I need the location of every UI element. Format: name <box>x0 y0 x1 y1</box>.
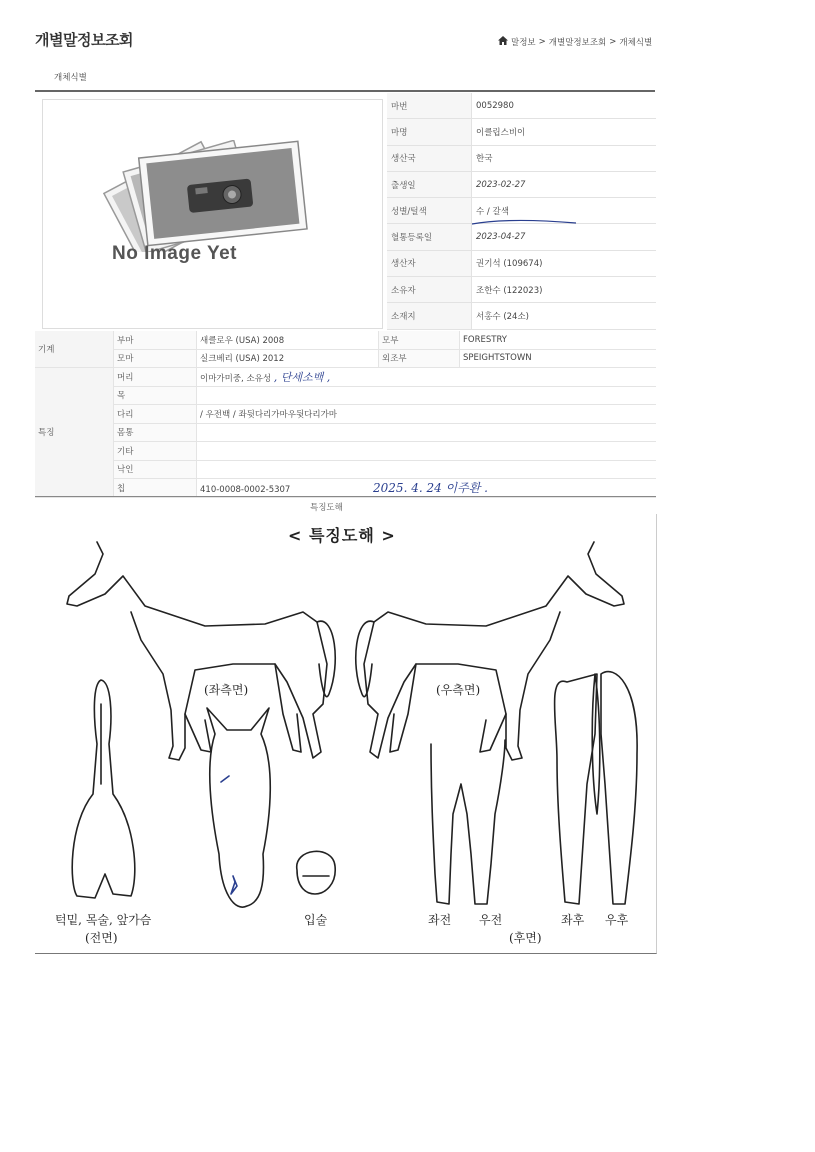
table-row <box>387 93 656 119</box>
field-value: SPEIGHTSTOWN <box>460 349 657 368</box>
field-value <box>197 442 657 461</box>
field-label: 다리 <box>114 405 197 424</box>
table-row <box>35 405 656 424</box>
field-label: 낙인 <box>114 460 197 479</box>
field-label: 생산국 <box>387 145 472 171</box>
field-label: 마명 <box>387 119 472 145</box>
field-label: 칩 <box>114 479 197 498</box>
handwritten-note: , 단세소백 , <box>273 370 331 384</box>
field-value: 수 / 갈색 <box>472 198 657 224</box>
field-value: / 우전백 / 좌뒷다리가마우뒷다리가마 <box>197 405 657 424</box>
table-row <box>35 331 656 349</box>
lips-outline <box>297 851 336 894</box>
table-row <box>387 250 656 276</box>
field-value: 새클로우 (USA) 2008 <box>197 331 379 349</box>
table-row <box>35 479 656 498</box>
breadcrumb-item-horse-info[interactable]: 말정보 <box>511 38 536 48</box>
diagram-label-left-side: (좌측면) <box>204 683 249 697</box>
table-row <box>35 349 656 368</box>
field-value: 실크베리 (USA) 2012 <box>197 349 379 368</box>
field-value: 권기석 (109674) <box>472 250 657 276</box>
tab-identification[interactable]: 개체식별 <box>54 73 87 83</box>
breadcrumb-item-horse-lookup[interactable]: 개별말정보조회 <box>548 38 607 48</box>
horse-diagram <box>35 514 656 953</box>
group-label: 기계 <box>35 331 114 368</box>
right-side-horse-outline <box>356 542 624 760</box>
field-value <box>197 386 657 405</box>
field-label: 마번 <box>387 93 472 119</box>
rear-view-outline <box>555 672 638 904</box>
pedigree-features-table <box>35 331 656 498</box>
field-value: 조한수 (122023) <box>472 277 657 303</box>
table-row <box>35 368 656 387</box>
table-row <box>387 303 656 329</box>
field-label: 목 <box>114 386 197 405</box>
head-front-outline <box>207 708 270 907</box>
field-label: 소재지 <box>387 303 472 329</box>
diagram-label-front: (전면) <box>85 931 118 945</box>
diagram-label-left-hind: 좌후 <box>561 913 585 927</box>
diagram-label-right-side: (우측면) <box>436 683 481 697</box>
breadcrumb-item-identification[interactable]: 개체식별 <box>619 38 653 48</box>
table-row <box>35 423 656 442</box>
field-value: FORESTRY <box>460 331 657 349</box>
horse-info-table <box>387 93 656 330</box>
field-value: 한국 <box>472 145 657 171</box>
field-label: 외조부 <box>379 349 460 368</box>
diagram-label-front-parts: 턱밑, 목술, 앞가슴 <box>55 913 152 927</box>
field-label: 성별/털색 <box>387 198 472 224</box>
diagram-label-lips: 입술 <box>304 913 328 927</box>
no-image-label: No Image Yet <box>112 243 237 264</box>
diagram-label-right-hind: 우후 <box>605 913 629 927</box>
diagram-label-right-fore: 우전 <box>479 913 503 927</box>
front-view-outline <box>72 680 135 898</box>
field-value: 0052980 <box>472 93 657 119</box>
group-label: 특징 <box>35 368 114 498</box>
table-row <box>35 386 656 405</box>
table-row <box>387 119 656 145</box>
field-label: 머리 <box>114 368 197 387</box>
feature-value: 이마가미중, 소유성 <box>200 373 272 384</box>
field-label: 생산자 <box>387 250 472 276</box>
chip-number: 410-0008-0002-5307 <box>200 485 291 496</box>
handwritten-underline <box>470 216 580 228</box>
handwritten-date-signature: 2025. 4. 24 이주환 . <box>373 481 488 496</box>
diagram-label-rear: (후면) <box>509 931 542 945</box>
left-side-horse-outline <box>67 542 335 760</box>
page-title: 개별말정보조회 <box>35 31 133 49</box>
field-value: 2023-02-27 <box>472 171 657 197</box>
field-label: 기타 <box>114 442 197 461</box>
field-label: 소유자 <box>387 277 472 303</box>
divider <box>35 496 656 497</box>
field-value <box>197 479 657 498</box>
front-legs-outline <box>431 740 505 904</box>
field-label: 혈통등록일 <box>387 224 472 250</box>
field-value: 2023-04-27 <box>472 224 657 250</box>
field-value <box>197 368 657 387</box>
field-label: 모마 <box>114 349 197 368</box>
field-label: 부마 <box>114 331 197 349</box>
field-value <box>197 423 657 442</box>
field-label: 몸통 <box>114 423 197 442</box>
field-label: 모부 <box>379 331 460 349</box>
divider <box>35 90 655 92</box>
field-value <box>197 460 657 479</box>
field-value: 이클립스비이 <box>472 119 657 145</box>
table-row <box>35 460 656 479</box>
breadcrumb-separator: > <box>538 37 546 47</box>
breadcrumb-separator: > <box>609 37 617 47</box>
diagram-label-left-fore: 좌전 <box>428 913 452 927</box>
table-row <box>35 442 656 461</box>
breadcrumb <box>498 36 652 48</box>
table-row <box>387 171 656 197</box>
field-value: 서홍수 (24소) <box>472 303 657 329</box>
diagram-title: < 특징도해 > <box>288 526 396 545</box>
table-row <box>387 277 656 303</box>
field-label: 출생일 <box>387 171 472 197</box>
table-row <box>387 145 656 171</box>
diagram-caption: 특징도해 <box>310 503 343 513</box>
home-icon[interactable] <box>498 36 508 48</box>
no-image-photos-icon <box>88 140 318 252</box>
